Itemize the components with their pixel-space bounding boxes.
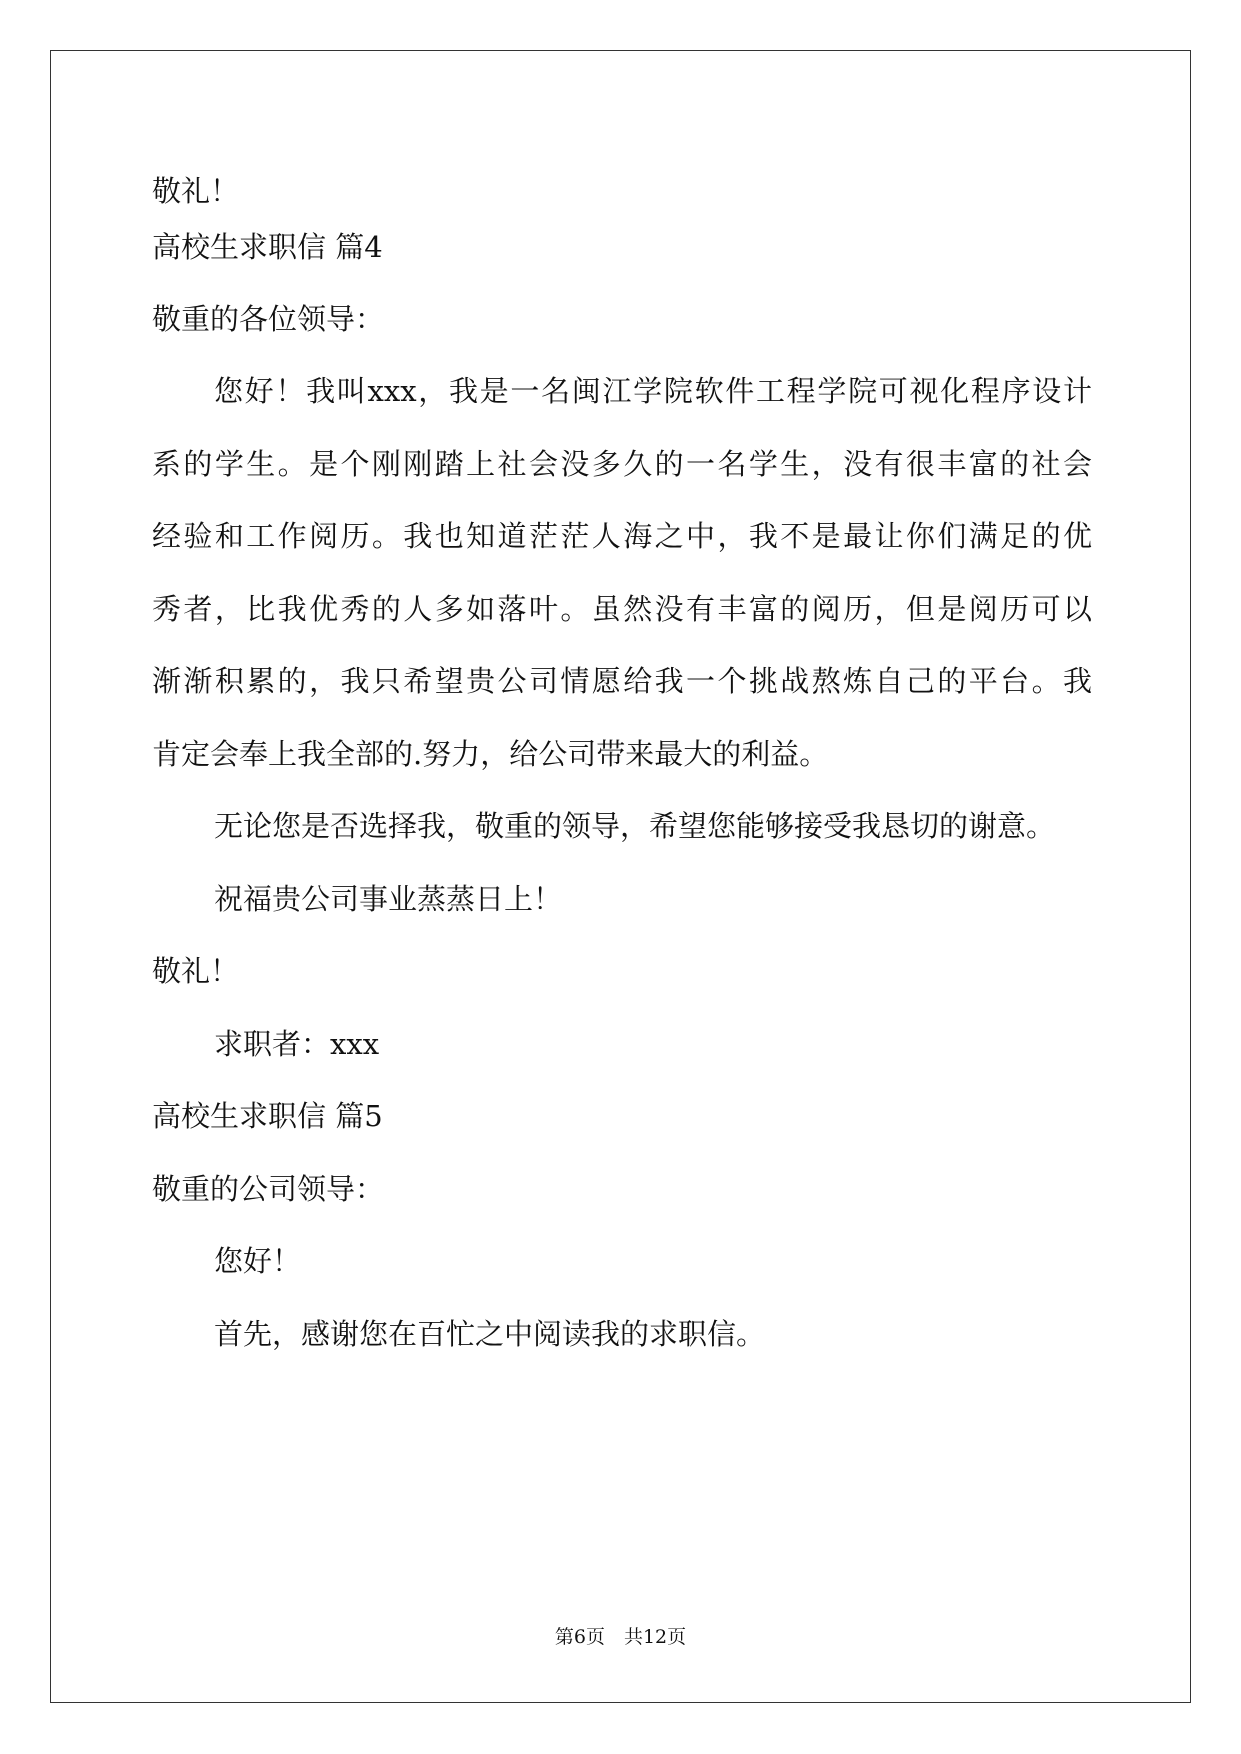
section-heading-4: 高校生求职信 篇4 <box>152 230 383 264</box>
closing-salute-2: 敬礼！ <box>152 954 240 988</box>
paragraph-line-3: 经验和工作阅历。我也知道茫茫人海之中，我不是最让你们满足的优 <box>152 519 1092 553</box>
paragraph-line-1: 您好！我叫xxx，我是一名闽江学院软件工程学院可视化程序设计 <box>214 374 1092 408</box>
greeting: 您好！ <box>214 1244 302 1278</box>
applicant-signature: 求职者：xxx <box>214 1027 380 1061</box>
paragraph-line-6: 肯定会奉上我全部的.努力，给公司带来最大的利益。 <box>152 737 829 771</box>
paragraph-thanks: 无论您是否选择我，敬重的领导，希望您能够接受我恳切的谢意。 <box>214 809 1056 843</box>
page-border <box>50 50 1191 1703</box>
paragraph-line-2: 系的学生。是个刚刚踏上社会没多久的一名学生，没有很丰富的社会 <box>152 447 1092 481</box>
section-heading-5: 高校生求职信 篇5 <box>152 1099 383 1133</box>
page-number-footer: 第6页 共12页 <box>554 1626 687 1648</box>
salutation-5: 敬重的公司领导： <box>152 1172 385 1206</box>
paragraph-line-5: 渐渐积累的，我只希望贵公司情愿给我一个挑战熬炼自己的平台。我 <box>152 664 1092 698</box>
paragraph-line-4: 秀者，比我优秀的人多如落叶。虽然没有丰富的阅历，但是阅历可以 <box>152 592 1092 626</box>
paragraph-wishes: 祝福贵公司事业蒸蒸日上！ <box>214 882 563 916</box>
closing-salute-1: 敬礼！ <box>152 174 240 208</box>
opening-sentence: 首先，感谢您在百忙之中阅读我的求职信。 <box>214 1317 766 1351</box>
salutation-4: 敬重的各位领导： <box>152 302 385 336</box>
